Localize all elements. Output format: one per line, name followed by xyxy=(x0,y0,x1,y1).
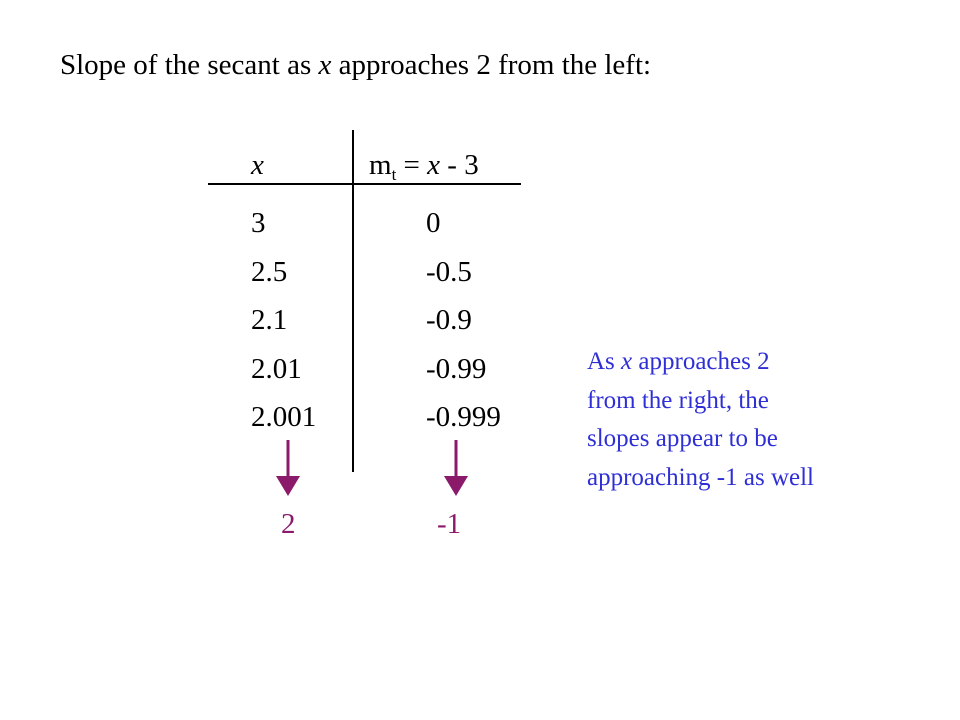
arrow-head xyxy=(444,476,468,496)
note-text: approaches 2 xyxy=(632,348,770,375)
down-arrow-icon xyxy=(276,440,300,496)
slide-title xyxy=(60,46,651,84)
slope-value-cell: -0.99 xyxy=(426,352,487,385)
x-values-column xyxy=(251,199,316,442)
down-arrow-icon xyxy=(444,440,468,496)
column-header-slope xyxy=(369,146,479,184)
slope-value-cell: -0.999 xyxy=(426,401,501,433)
slope-value-cell: -0.9 xyxy=(426,304,472,336)
title-text-start: Slope of the secant as xyxy=(60,49,319,81)
note-variable: x xyxy=(621,348,633,375)
slope-expression-rest: - 3 xyxy=(440,149,479,181)
arrow-shaft xyxy=(287,440,290,478)
x-limit-value: 2 xyxy=(281,508,296,540)
column-header-x: x xyxy=(251,149,264,181)
note-text: As xyxy=(587,348,622,375)
x-value-cell: 2.1 xyxy=(251,304,288,336)
note-line-1 xyxy=(587,343,814,382)
slope-subscript: t xyxy=(391,165,397,184)
slope-value-cell: -0.5 xyxy=(426,255,472,288)
arrow-head xyxy=(276,476,300,496)
slope-values-column xyxy=(426,199,501,442)
slope-equals: = xyxy=(396,149,428,181)
table-vertical-divider xyxy=(352,130,354,472)
note-line-2: from the right, the xyxy=(587,386,769,414)
arrow-shaft xyxy=(455,440,458,478)
title-variable: x xyxy=(318,49,332,81)
conclusion-note xyxy=(587,343,814,497)
note-line-3: slopes appear to be xyxy=(587,425,778,452)
slope-symbol: m xyxy=(369,149,392,181)
slope-variable: x xyxy=(427,149,441,181)
note-line-4: approaching -1 as well xyxy=(587,463,815,491)
x-value-cell: 3 xyxy=(251,207,266,239)
x-value-cell: 2.01 xyxy=(251,352,302,385)
title-text-end: approaches 2 from the left: xyxy=(331,49,652,81)
slope-value-cell: 0 xyxy=(426,207,441,239)
slope-limit-value: -1 xyxy=(437,508,462,540)
x-value-cell: 2.001 xyxy=(251,401,317,433)
x-value-cell: 2.5 xyxy=(251,255,288,288)
